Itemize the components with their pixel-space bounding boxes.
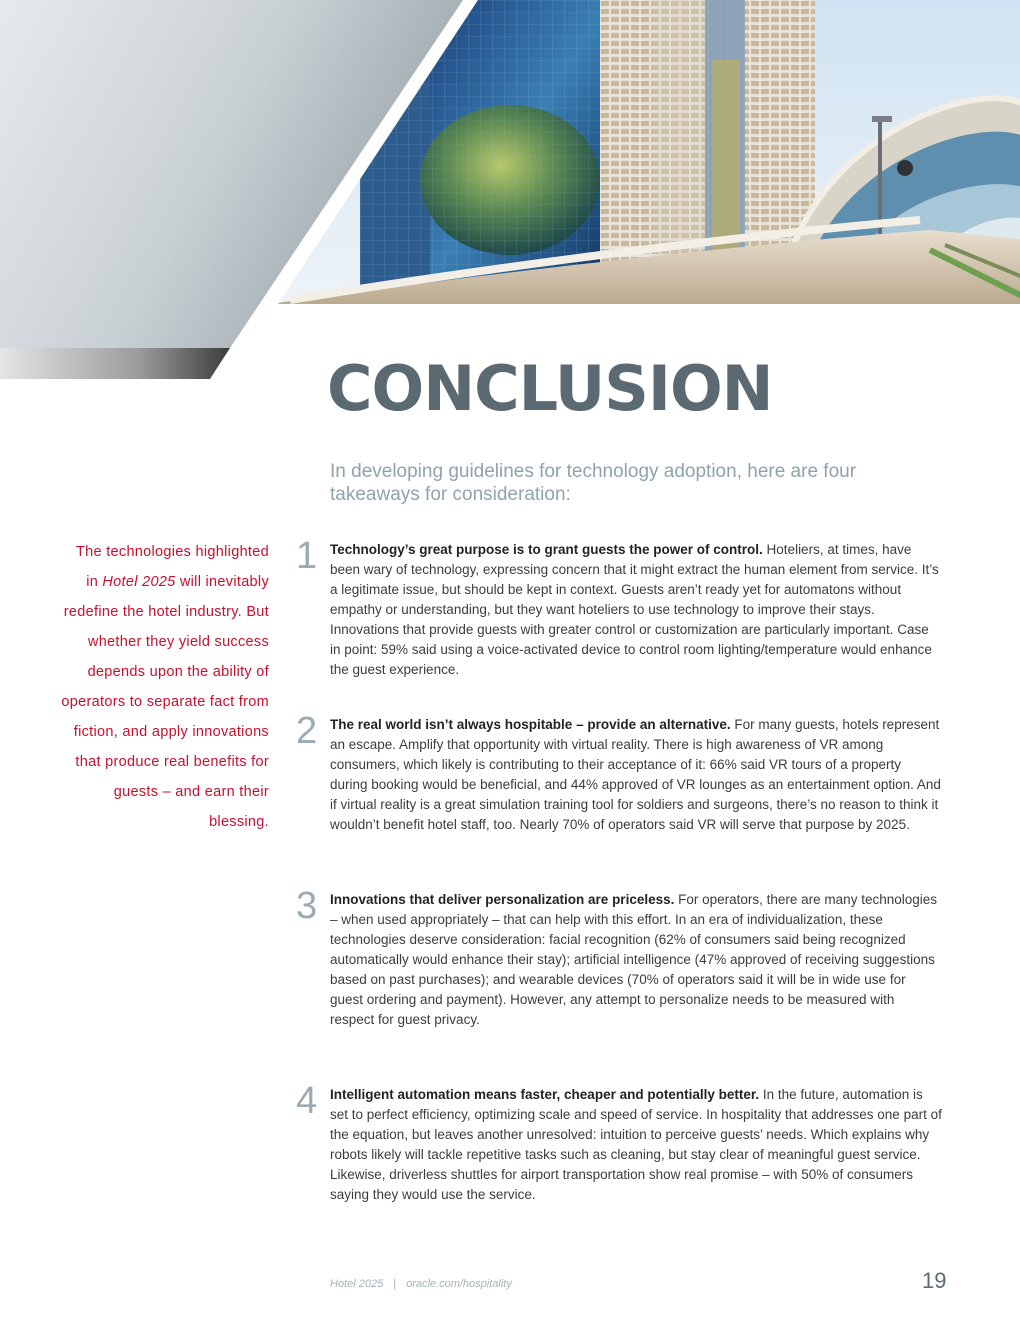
takeaway-heading: Innovations that deliver personalization are priceless. bbox=[330, 892, 675, 907]
takeaway-number: 3 bbox=[296, 885, 318, 927]
takeaway-body: In the future, automation is set to perfect efficiency, optimizing scale and speed of service. In hospitality that addresses one part of the equation, but leaves another unresolved: intuition to perceive guests’ needs. Which explains why robots likely will tackle repetitive tasks such as cleaning, but stay clear of meaningful guest service. Likewise, driverless shuttles for airport transportation show real promise – with 50% of consumers saying they would use the service. bbox=[330, 1087, 942, 1202]
pull-quote-part-2: will inevitably redefine the hotel industry. But whether they yield success depends upon the ability of operators to separate fact from fiction, and apply innovations that produce real benefits for guests – and earn their blessing. bbox=[61, 574, 269, 830]
takeaway-heading: Technology’s great purpose is to grant guests the power of control. bbox=[330, 542, 763, 557]
footer-publication: Hotel 2025 bbox=[330, 1278, 384, 1290]
takeaway-4 bbox=[296, 1080, 946, 1205]
takeaway-number: 4 bbox=[296, 1080, 318, 1122]
takeaway-2 bbox=[296, 710, 946, 835]
takeaway-number: 2 bbox=[296, 710, 318, 752]
page-title: CONCLUSION bbox=[327, 352, 773, 425]
takeaway-body: Hoteliers, at times, have been wary of technology, expressing concern that it might extract the human element from service. It’s a legitimate issue, but should be kept in context. Guests aren’t ready yet for automatons without empathy or understanding, but they want hoteliers to use technology to improve their stays. Innovations that provide guests with greater control or customization are particularly important. Case in point: 59% said using a voice-activated device to control room lighting/temperature would enhance the guest experience. bbox=[330, 542, 939, 677]
takeaway-heading: Intelligent automation means faster, cheaper and potentially better. bbox=[330, 1087, 760, 1102]
footer-url[interactable]: oracle.com/hospitality bbox=[406, 1278, 512, 1290]
takeaway-text bbox=[330, 890, 942, 1030]
takeaway-text bbox=[330, 715, 942, 835]
pull-quote-part-1: The technologies highlighted in bbox=[75, 544, 269, 590]
intro-text: In developing guidelines for technology adoption, here are four takeaways for consideration: bbox=[330, 461, 857, 505]
pull-quote bbox=[60, 537, 269, 837]
takeaway-body: For many guests, hotels represent an escape. Amplify that opportunity with virtual reality. There is high awareness of VR among consumers, which likely is contributing to their acceptance of it: 66% said VR tours of a property during booking would be beneficial, and 44% approved of VR lounges as an entertainment option. And if virtual reality is a great simulation training tool for soldiers and surgeons, there’s no reason to think it wouldn’t benefit hotel staff, too. Nearly 70% of operators said VR will serve that purpose by 2025. bbox=[330, 717, 941, 832]
takeaway-1 bbox=[296, 535, 946, 680]
takeaway-body: For operators, there are many technologies – when used appropriately – that can help with this effort. In an era of individualization, these technologies deserve consideration: facial recognition (62% of consumers said being recognized automatically would enhance their stay); artificial intelligence (47% approved of receiving suggestions based on past purchases); and wearable devices (70% of operators said it will be in wide use for guest ordering and payment). However, any attempt to personalize needs to be measured with respect for guest privacy. bbox=[330, 892, 937, 1027]
takeaway-heading: The real world isn’t always hospitable – provide an alternative. bbox=[330, 717, 731, 732]
page-number: 19 bbox=[922, 1268, 947, 1293]
footer-separator: | bbox=[393, 1278, 397, 1290]
takeaway-number: 1 bbox=[296, 535, 318, 577]
takeaway-3 bbox=[296, 885, 946, 1030]
takeaway-text bbox=[330, 1085, 942, 1205]
pull-quote-publication: Hotel 2025 bbox=[102, 574, 176, 590]
header-city-photo bbox=[0, 0, 1020, 380]
takeaway-text bbox=[330, 540, 942, 680]
page-footer bbox=[330, 1278, 512, 1290]
